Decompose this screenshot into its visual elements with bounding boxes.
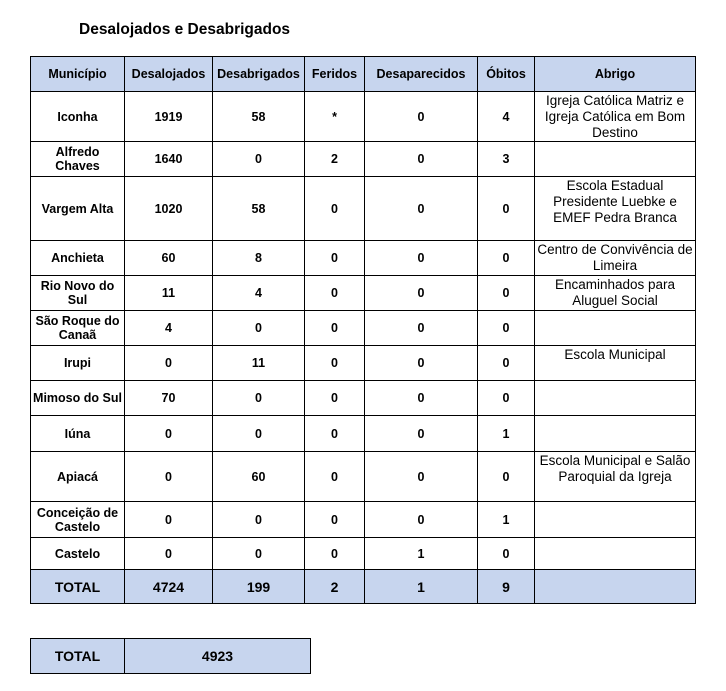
cell-abrigo: Igreja Católica Matriz e Igreja Católica em Bom Destino bbox=[535, 92, 696, 142]
grand-total-row bbox=[31, 639, 311, 674]
grand-total-table bbox=[30, 638, 311, 674]
cell-desaparecidos: 0 bbox=[365, 177, 478, 241]
cell-municipio: Iconha bbox=[31, 92, 125, 142]
cell-obitos: 1 bbox=[478, 502, 535, 538]
cell-municipio: Iúna bbox=[31, 416, 125, 452]
table-row bbox=[31, 311, 696, 346]
cell-desaparecidos: 0 bbox=[365, 381, 478, 416]
header-abrigo: Abrigo bbox=[535, 57, 696, 92]
cell-desaparecidos: 0 bbox=[365, 502, 478, 538]
cell-desabrigados: 0 bbox=[213, 381, 305, 416]
cell-feridos: 0 bbox=[305, 177, 365, 241]
cell-obitos: 4 bbox=[478, 92, 535, 142]
table-row bbox=[31, 177, 696, 241]
grand-total-label: TOTAL bbox=[31, 639, 125, 674]
header-desalojados: Desalojados bbox=[125, 57, 213, 92]
cell-desaparecidos: 1 bbox=[365, 538, 478, 570]
cell-desabrigados: 58 bbox=[213, 92, 305, 142]
cell-desalojados: 0 bbox=[125, 416, 213, 452]
cell-desabrigados: 0 bbox=[213, 416, 305, 452]
total-abrigo bbox=[535, 570, 696, 604]
table-row bbox=[31, 142, 696, 177]
cell-feridos: 0 bbox=[305, 416, 365, 452]
cell-desaparecidos: 0 bbox=[365, 346, 478, 381]
cell-desalojados: 4 bbox=[125, 311, 213, 346]
table-row bbox=[31, 452, 696, 502]
cell-desaparecidos: 0 bbox=[365, 276, 478, 311]
total-desaparecidos: 1 bbox=[365, 570, 478, 604]
total-row bbox=[31, 570, 696, 604]
total-desabrigados: 199 bbox=[213, 570, 305, 604]
cell-abrigo bbox=[535, 311, 696, 346]
page-title: Desalojados e Desabrigados bbox=[79, 21, 291, 38]
total-feridos: 2 bbox=[305, 570, 365, 604]
cell-municipio: São Roque do Canaã bbox=[31, 311, 125, 346]
cell-desalojados: 0 bbox=[125, 346, 213, 381]
cell-municipio: Conceição de Castelo bbox=[31, 502, 125, 538]
cell-feridos: * bbox=[305, 92, 365, 142]
cell-feridos: 0 bbox=[305, 241, 365, 276]
cell-desalojados: 70 bbox=[125, 381, 213, 416]
cell-desabrigados: 11 bbox=[213, 346, 305, 381]
table-row bbox=[31, 381, 696, 416]
header-desaparecidos: Desaparecidos bbox=[365, 57, 478, 92]
cell-obitos: 0 bbox=[478, 177, 535, 241]
header-feridos: Feridos bbox=[305, 57, 365, 92]
cell-obitos: 0 bbox=[478, 346, 535, 381]
total-desalojados: 4724 bbox=[125, 570, 213, 604]
table-row bbox=[31, 241, 696, 276]
cell-abrigo: Centro de Convivência de Limeira bbox=[535, 241, 696, 276]
header-row bbox=[31, 57, 696, 92]
cell-abrigo bbox=[535, 538, 696, 570]
cell-feridos: 0 bbox=[305, 346, 365, 381]
table-row bbox=[31, 276, 696, 311]
grand-total-value: 4923 bbox=[125, 639, 311, 674]
cell-feridos: 0 bbox=[305, 311, 365, 346]
table-row bbox=[31, 416, 696, 452]
cell-abrigo: Escola Estadual Presidente Luebke e EMEF Pedra Branca bbox=[535, 177, 696, 241]
cell-obitos: 0 bbox=[478, 381, 535, 416]
cell-desaparecidos: 0 bbox=[365, 416, 478, 452]
cell-municipio: Castelo bbox=[31, 538, 125, 570]
cell-desabrigados: 4 bbox=[213, 276, 305, 311]
cell-abrigo bbox=[535, 502, 696, 538]
table-row bbox=[31, 346, 696, 381]
cell-abrigo: Escola Municipal e Salão Paroquial da Igreja bbox=[535, 452, 696, 502]
cell-abrigo bbox=[535, 142, 696, 177]
cell-desalojados: 1020 bbox=[125, 177, 213, 241]
cell-obitos: 0 bbox=[478, 241, 535, 276]
cell-feridos: 0 bbox=[305, 276, 365, 311]
cell-desaparecidos: 0 bbox=[365, 92, 478, 142]
cell-desalojados: 1919 bbox=[125, 92, 213, 142]
cell-desaparecidos: 0 bbox=[365, 142, 478, 177]
cell-feridos: 0 bbox=[305, 538, 365, 570]
cell-municipio: Anchieta bbox=[31, 241, 125, 276]
cell-desabrigados: 0 bbox=[213, 538, 305, 570]
cell-obitos: 0 bbox=[478, 538, 535, 570]
table-row bbox=[31, 92, 696, 142]
cell-desalojados: 0 bbox=[125, 452, 213, 502]
cell-municipio: Apiacá bbox=[31, 452, 125, 502]
cell-feridos: 0 bbox=[305, 381, 365, 416]
header-municipio: Município bbox=[31, 57, 125, 92]
cell-obitos: 3 bbox=[478, 142, 535, 177]
cell-desabrigados: 0 bbox=[213, 311, 305, 346]
cell-desabrigados: 60 bbox=[213, 452, 305, 502]
table-row bbox=[31, 502, 696, 538]
cell-feridos: 2 bbox=[305, 142, 365, 177]
cell-abrigo bbox=[535, 416, 696, 452]
total-obitos: 9 bbox=[478, 570, 535, 604]
desalojados-table bbox=[30, 56, 696, 604]
cell-desabrigados: 0 bbox=[213, 502, 305, 538]
cell-desaparecidos: 0 bbox=[365, 311, 478, 346]
cell-abrigo: Escola Municipal bbox=[535, 346, 696, 381]
cell-desalojados: 60 bbox=[125, 241, 213, 276]
cell-desalojados: 1640 bbox=[125, 142, 213, 177]
cell-abrigo bbox=[535, 381, 696, 416]
header-obitos: Óbitos bbox=[478, 57, 535, 92]
cell-obitos: 1 bbox=[478, 416, 535, 452]
cell-feridos: 0 bbox=[305, 452, 365, 502]
cell-desabrigados: 8 bbox=[213, 241, 305, 276]
table-row bbox=[31, 538, 696, 570]
cell-abrigo: Encaminhados para Aluguel Social bbox=[535, 276, 696, 311]
cell-obitos: 0 bbox=[478, 311, 535, 346]
cell-obitos: 0 bbox=[478, 276, 535, 311]
cell-municipio: Vargem Alta bbox=[31, 177, 125, 241]
total-label: TOTAL bbox=[31, 570, 125, 604]
cell-obitos: 0 bbox=[478, 452, 535, 502]
cell-municipio: Alfredo Chaves bbox=[31, 142, 125, 177]
cell-desaparecidos: 0 bbox=[365, 452, 478, 502]
cell-municipio: Mimoso do Sul bbox=[31, 381, 125, 416]
cell-municipio: Rio Novo do Sul bbox=[31, 276, 125, 311]
cell-desaparecidos: 0 bbox=[365, 241, 478, 276]
cell-desabrigados: 0 bbox=[213, 142, 305, 177]
cell-desabrigados: 58 bbox=[213, 177, 305, 241]
cell-desalojados: 11 bbox=[125, 276, 213, 311]
cell-desalojados: 0 bbox=[125, 538, 213, 570]
header-desabrigados: Desabrigados bbox=[213, 57, 305, 92]
cell-feridos: 0 bbox=[305, 502, 365, 538]
cell-desalojados: 0 bbox=[125, 502, 213, 538]
cell-municipio: Irupi bbox=[31, 346, 125, 381]
